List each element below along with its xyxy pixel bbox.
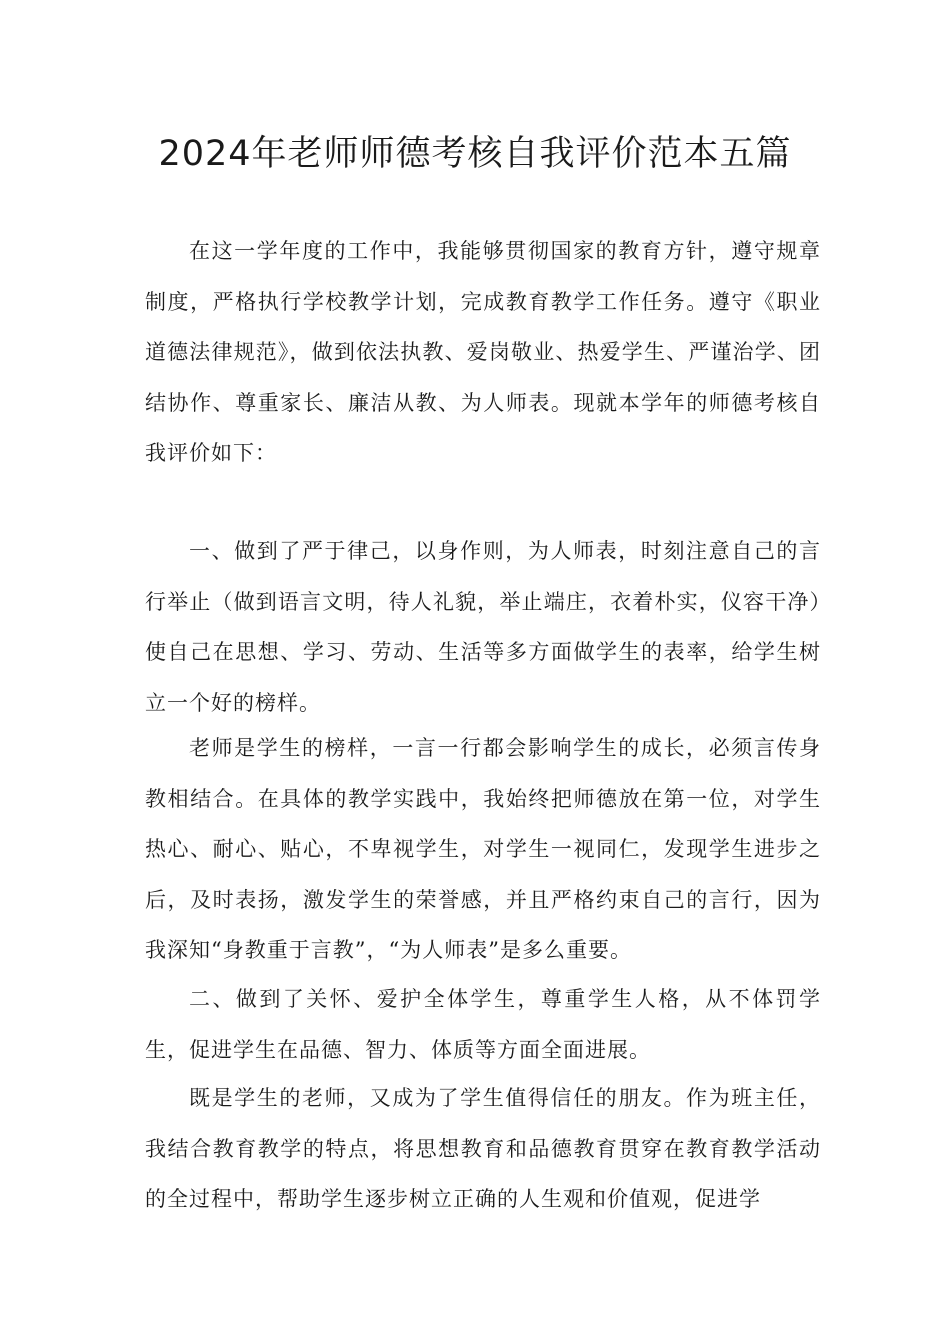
paragraph-intro: 在这一学年度的工作中，我能够贯彻国家的教育方针，遵守规章制度，严格执行学校教学计划，完成教育教学工作任务。遵守《职业道德法律规范》，做到依法执教、爱岗敬业、热爱学生、严谨治学、团结协作、尊重家长、廉洁从教、为人师表。现就本学年的师德考核自我评价如下： [145, 239, 821, 465]
paragraph-section-two: 二、做到了关怀、爱护全体学生，尊重学生人格，从不体罚学生，促进学生在品德、智力、体质等方面全面进展。 [145, 987, 821, 1062]
paragraph-section-one: 一、做到了严于律己，以身作则，为人师表，时刻注意自己的言行举止（做到语言文明，待人礼貌，举止端庄，衣着朴实，仪容干净）使自己在思想、学习、劳动、生活等多方面做学生的表率，给学生树立一个好的榜样。 [145, 539, 821, 715]
paragraph-role-model: 老师是学生的榜样，一言一行都会影响学生的成长，必须言传身教相结合。在具体的教学实践中，我始终把师德放在第一位，对学生热心、耐心、贴心，不卑视学生，对学生一视同仁，发现学生进步之后，及时表扬，激发学生的荣誉感，并且严格约束自己的言行，因为我深知“身教重于言教”，“为人师表”是多么重要。 [145, 736, 821, 962]
document-title: 2024年老师师德考核自我评价范本五篇 [158, 134, 792, 174]
paragraph-teacher-friend: 既是学生的老师，又成为了学生值得信任的朋友。作为班主任，我结合教育教学的特点，将思想教育和品德教育贯穿在教育教学活动的全过程中，帮助学生逐步树立正确的人生观和价值观，促进学 [145, 1086, 821, 1211]
